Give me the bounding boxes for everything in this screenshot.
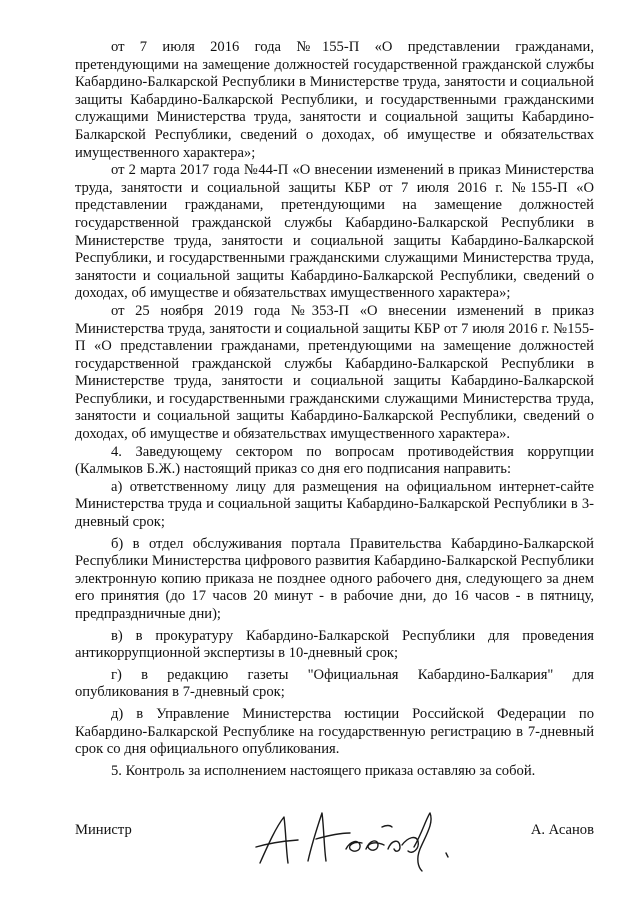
paragraph-item-4b: б) в отдел обслуживания портала Правительства Кабардино-Балкарской Республики Министерства цифрового развития Кабардино-Балкарской Республики электронную копию приказа не позднее одного рабочего дня, следующего за днем его принятия (до 17 часов 20 минут - в рабочие дни, до 16 часов - в пятницу, предпраздничные дни); <box>75 535 594 622</box>
paragraph-order-353: от 25 ноября 2019 года №353-П «О внесении изменений в приказ Министерства труда, занятости и социальной защиты КБР от 7 июля 2016 г. №155-П «О представлении гражданами, претендующими на замещение должностей государственной гражданской службы Кабардино-Балкарской Республики в Министерстве труда, занятости и социальной защиты Кабардино-Балкарской Республики, и государственными гражданскими служащими Министерства труда, занятости и социальной защиты Кабардино-Балкарской Республики, сведений о доходах, об имуществе и обязательствах имущественного характера». <box>75 302 594 443</box>
handwritten-signature <box>250 805 465 875</box>
paragraph-item-4a: а) ответственному лицу для размещения на официальном интернет-сайте Министерства труда и социальной защиты Кабардино-Балкарской Республики в 3-дневный срок; <box>75 478 594 531</box>
paragraph-item-4: 4. Заведующему сектором по вопросам противодействия коррупции (Калмыков Б.Ж.) настоящий приказ со дня его подписания направить: <box>75 443 594 478</box>
paragraph-item-4g: г) в редакцию газеты "Официальная Кабардино-Балкария" для опубликования в 7-дневный срок; <box>75 666 594 701</box>
signatory-title: Министр <box>75 822 132 838</box>
paragraph-item-4d: д) в Управление Министерства юстиции Российской Федерации по Кабардино-Балкарской Республике на государственную регистрацию в 7-дневный срок со дня официального опубликования. <box>75 705 594 758</box>
paragraph-order-44: от 2 марта 2017 года №44-П «О внесении изменений в приказ Министерства труда, занятости и социальной защиты КБР от 7 июля 2016 г. №155-П «О представлении гражданами, претендующими на замещение должностей государственной гражданской службы Кабардино-Балкарской Республики в Министерстве труда, занятости и социальной защиты Кабардино-Балкарской Республики, и государственными гражданскими служащими Министерства труда, занятости и социальной защиты Кабардино-Балкарской Республики, сведений о доходах, об имуществе и обязательствах имущественного характера»; <box>75 162 594 302</box>
document-body <box>75 39 594 780</box>
signatory-name: А. Асанов <box>530 822 594 838</box>
paragraph-order-155: от 7 июля 2016 года №155-П «О представлении гражданами, претендующими на замещение должностей государственной гражданской службы Кабардино-Балкарской Республики в Министерстве труда, занятости и социальной защиты Кабардино-Балкарской Республики, и государственными гражданскими служащими Министерства труда, занятости и социальной защиты Кабардино-Балкарской Республики, сведений о доходах, об имуществе и обязательствах имущественного характера»; <box>75 39 594 161</box>
paragraph-item-4v: в) в прокуратуру Кабардино-Балкарской Республики для проведения антикоррупционной экспертизы в 10-дневный срок; <box>75 627 594 662</box>
paragraph-item-5: 5. Контроль за исполнением настоящего приказа оставляю за собой. <box>111 762 536 779</box>
